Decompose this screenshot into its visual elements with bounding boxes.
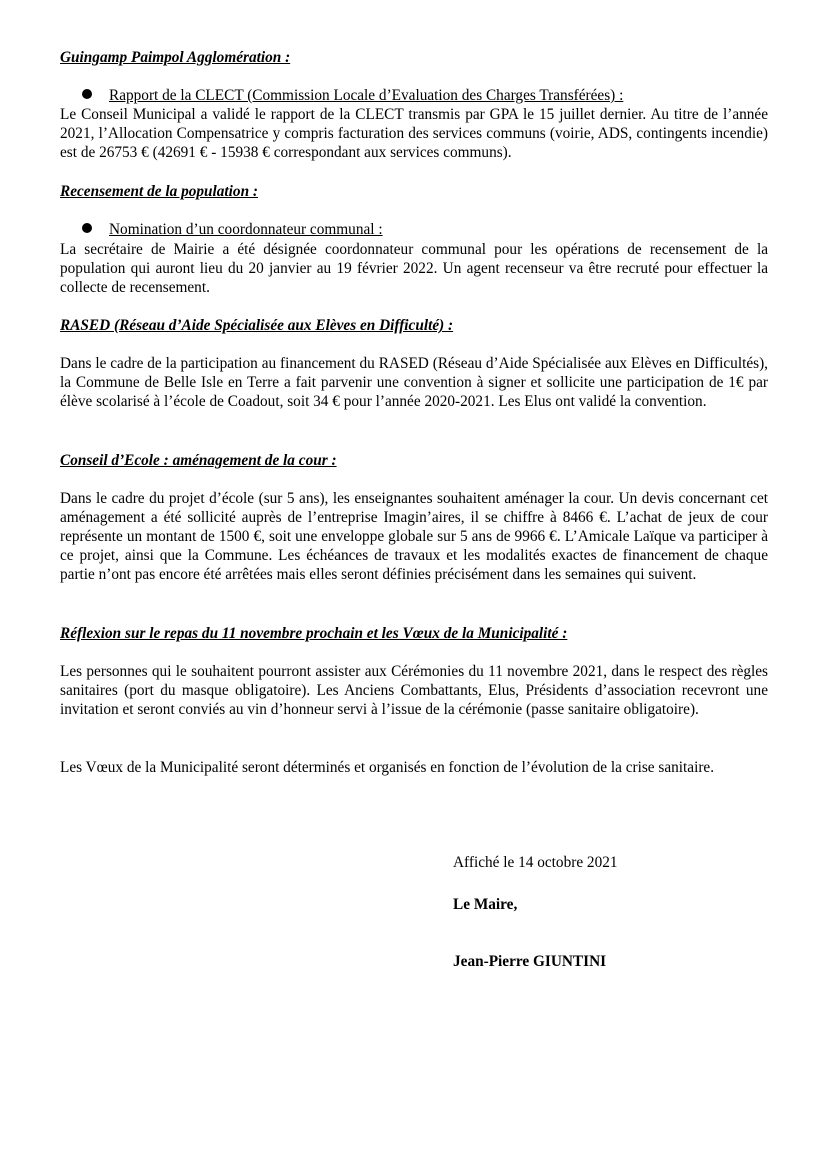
heading-reflexion: Réflexion sur le repas du 11 novembre prochain et les Vœux de la Municipalité :: [60, 625, 568, 642]
posted-date: Affiché le 14 octobre 2021: [453, 854, 618, 871]
heading-gpa: Guingamp Paimpol Agglomération :: [60, 49, 291, 66]
paragraph-rased: Dans le cadre de la participation au financement du RASED (Réseau d’Aide Spécialisée aux Elèves en Difficultés), la Commune de Belle Isle en Terre a fait parvenir une convention à signer et sollicite une participation de 1€ par élève scolarisé à l’école de Coadout, soit 34 € pour l’année 2020-2021. Les Elus ont validé la convention.: [60, 355, 768, 410]
bullet-coordonnateur: [60, 220, 383, 239]
heading-rased: RASED (Réseau d’Aide Spécialisée aux Elèves en Difficulté) :: [60, 317, 454, 334]
paragraph-gpa: Le Conseil Municipal a validé le rapport de la CLECT transmis par GPA le 15 juillet dernier. Au titre de l’année 2021, l’Allocation Compensatrice y compris facturation des services communs (voirie, ADS, contingents incendie) est de 26753 € (42691 € - 15938 € correspondant aux services communs).: [60, 106, 768, 161]
mayor-name: Jean-Pierre GIUNTINI: [453, 953, 607, 970]
heading-recensement: Recensement de la population :: [60, 183, 259, 200]
bullet-dot-icon: [82, 89, 92, 99]
paragraph-reflexion-2: Les Vœux de la Municipalité seront déterminés et organisés en fonction de l’évolution de la crise sanitaire.: [60, 759, 715, 776]
paragraph-recensement: La secrétaire de Mairie a été désignée coordonnateur communal pour les opérations de recensement de la population qui auront lieu du 20 janvier au 19 février 2022. Un agent recenseur va être recruté pour effectuer la collecte de recensement.: [60, 241, 768, 296]
heading-ecole: Conseil d’Ecole : aménagement de la cour :: [60, 452, 337, 469]
paragraph-reflexion-1: Les personnes qui le souhaitent pourront assister aux Cérémonies du 11 novembre 2021, dans le respect des règles sanitaires (port du masque obligatoire). Les Anciens Combattants, Elus, Présidents d’association recevront une invitation et seront conviés au vin d’honneur servi à l’issue de la cérémonie (passe sanitaire obligatoire).: [60, 663, 768, 718]
paragraph-ecole: Dans le cadre du projet d’école (sur 5 ans), les enseignantes souhaitent aménager la cour. Un devis concernant cet aménagement a été sollicité auprès de l’entreprise Imagin’aires, il se chiffre à 8466 €. L’achat de jeux de cour représente un montant de 1500 €, soit une enveloppe globale sur 5 ans de 9966 €. L’Amicale Laïque va participer à ce projet, ainsi que la Commune. Les échéances de travaux et les modalités exactes de financement de chaque partie n’ont pas encore été arrêtées mais elles seront définies précisément dans les semaines qui suivent.: [60, 490, 768, 583]
mayor-title: Le Maire,: [453, 896, 518, 913]
bullet-clect: [60, 86, 623, 105]
bullet-coordonnateur-label: Nomination d’un coordonnateur communal :: [109, 221, 383, 238]
bullet-clect-label: Rapport de la CLECT (Commission Locale d’Evaluation des Charges Transférées) :: [109, 87, 624, 104]
bullet-dot-icon: [82, 223, 92, 233]
